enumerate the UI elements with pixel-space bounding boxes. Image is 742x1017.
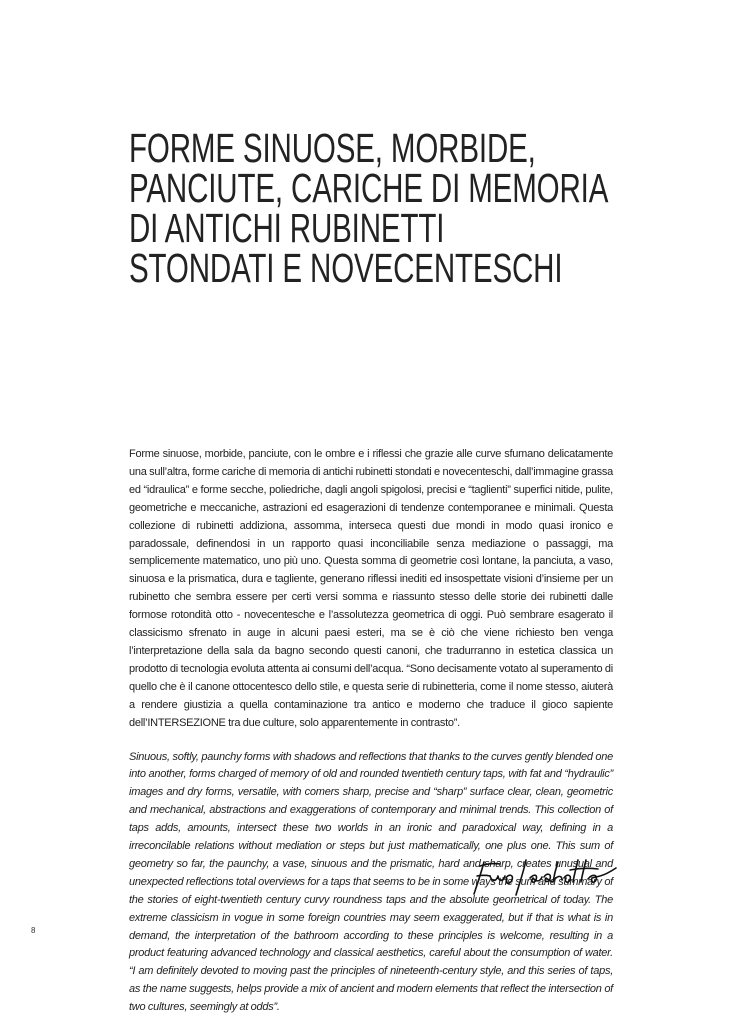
title-line: STONDATI E NOVECENTESCHI [129,248,503,288]
title-line: DI ANTICHI RUBINETTI [129,208,503,248]
signature-graphic [470,852,620,898]
italian-paragraph: Forme sinuose, morbide, panciute, con le ombre e i riflessi che grazie alle curve sfumano delicatamente una sull’altra, forme cariche di memoria di antichi rubinetti stondati e novecenteschi, dall’immagine grassa ed “idraulica” e forme secche, poliedriche, dagli angoli spigolosi, precisi e “taglienti” superfici nitide, pulite, geometriche e meccaniche, astrazioni ed esagerazioni di tendenze contemporanee e minimali. Questa collezione di rubinetti addiziona, assomma, interseca questi due mondi in modo quasi ironico e paradossale, definendosi in un rapporto quasi inconciliabile senza mediazione o passaggi, ma semplicemente matematico, uno più uno. Questa somma di geometrie così lontane, la panciuta, a vaso, sinuosa e la prismatica, dura e tagliente, generano riflessi inediti ed insospettate visioni d’insieme per un rubinetto che sembra essere per certi versi somma e riassunto stesso delle storie dei rubinetti dalle formose rotondità otto - novecentesche e l’assolutezza geometrica di oggi. Può sembrare esagerato il classicismo sfrenato in auge in alcuni paesi esteri, ma se è ciò che viene richiesto ben venga l’interpretazione della sala da bagno secondo questi canoni, che tradurranno in estetica classica un prodotto di tecnologia evoluta attenta ai consumi dell’acqua. “Sono decisamente votato al superamento di quello che è il canone ottocentesco dello stile, e questa serie di rubinetteria, come il nome stesso, aiuterà a rendere giustizia a quella contaminazione tra antico e moderno che traduce il gioco sapiente dell’INTERSEZIONE tra due culture, solo apparentemente in contrasto”. [129,446,613,733]
english-paragraph: Sinuous, softly, paunchy forms with shadows and reflections that thanks to the curves gently blended one into another, forms charged of memory of old and rounded twentieth century taps, with fat and “hydraulic” images and dry forms, versatile, with comers sharp, precise and “sharp” surface clear, clean, geometric and mechanical, abstractions and exaggerations of contemporary and minimal trends. This collection of taps adds, amounts, intersect these two worlds in an ironic and paradoxical way, defining in a irreconcilable relations without mediation or steps but just mathematically, one plus one. This sum of geometry so far, the paunchy, a vase, sinuous and the prismatic, hard and sharp, creates unusual and unexpected reflections total overviews for a taps that seems to be in some ways the sum and summary of the stories of eight-twentieth century curvy roundness taps and the absolute geometrical of today. The extreme classicism in vogue in some foreign countries may seem exaggerated, but if that is what is in demand, the interpretation of the bathroom according to these principles is welcome, resulting in a product featuring advanced technology and classical aesthetics, careful about the consumption of water. “I am definitely devoted to moving past the principles of nineteenth-century style, and this series of taps, as the name suggests, helps provide a mix of ancient and modern elements that reflect the intersection of two cultures, seemingly at odds”. [129,749,613,1017]
title-line: PANCIUTE, CARICHE DI MEMORIA [129,168,503,208]
page-number: 8 [31,926,35,935]
title-line: FORME SINUOSE, MORBIDE, [129,128,503,168]
body-text [129,446,613,1017]
page-title [129,128,503,288]
